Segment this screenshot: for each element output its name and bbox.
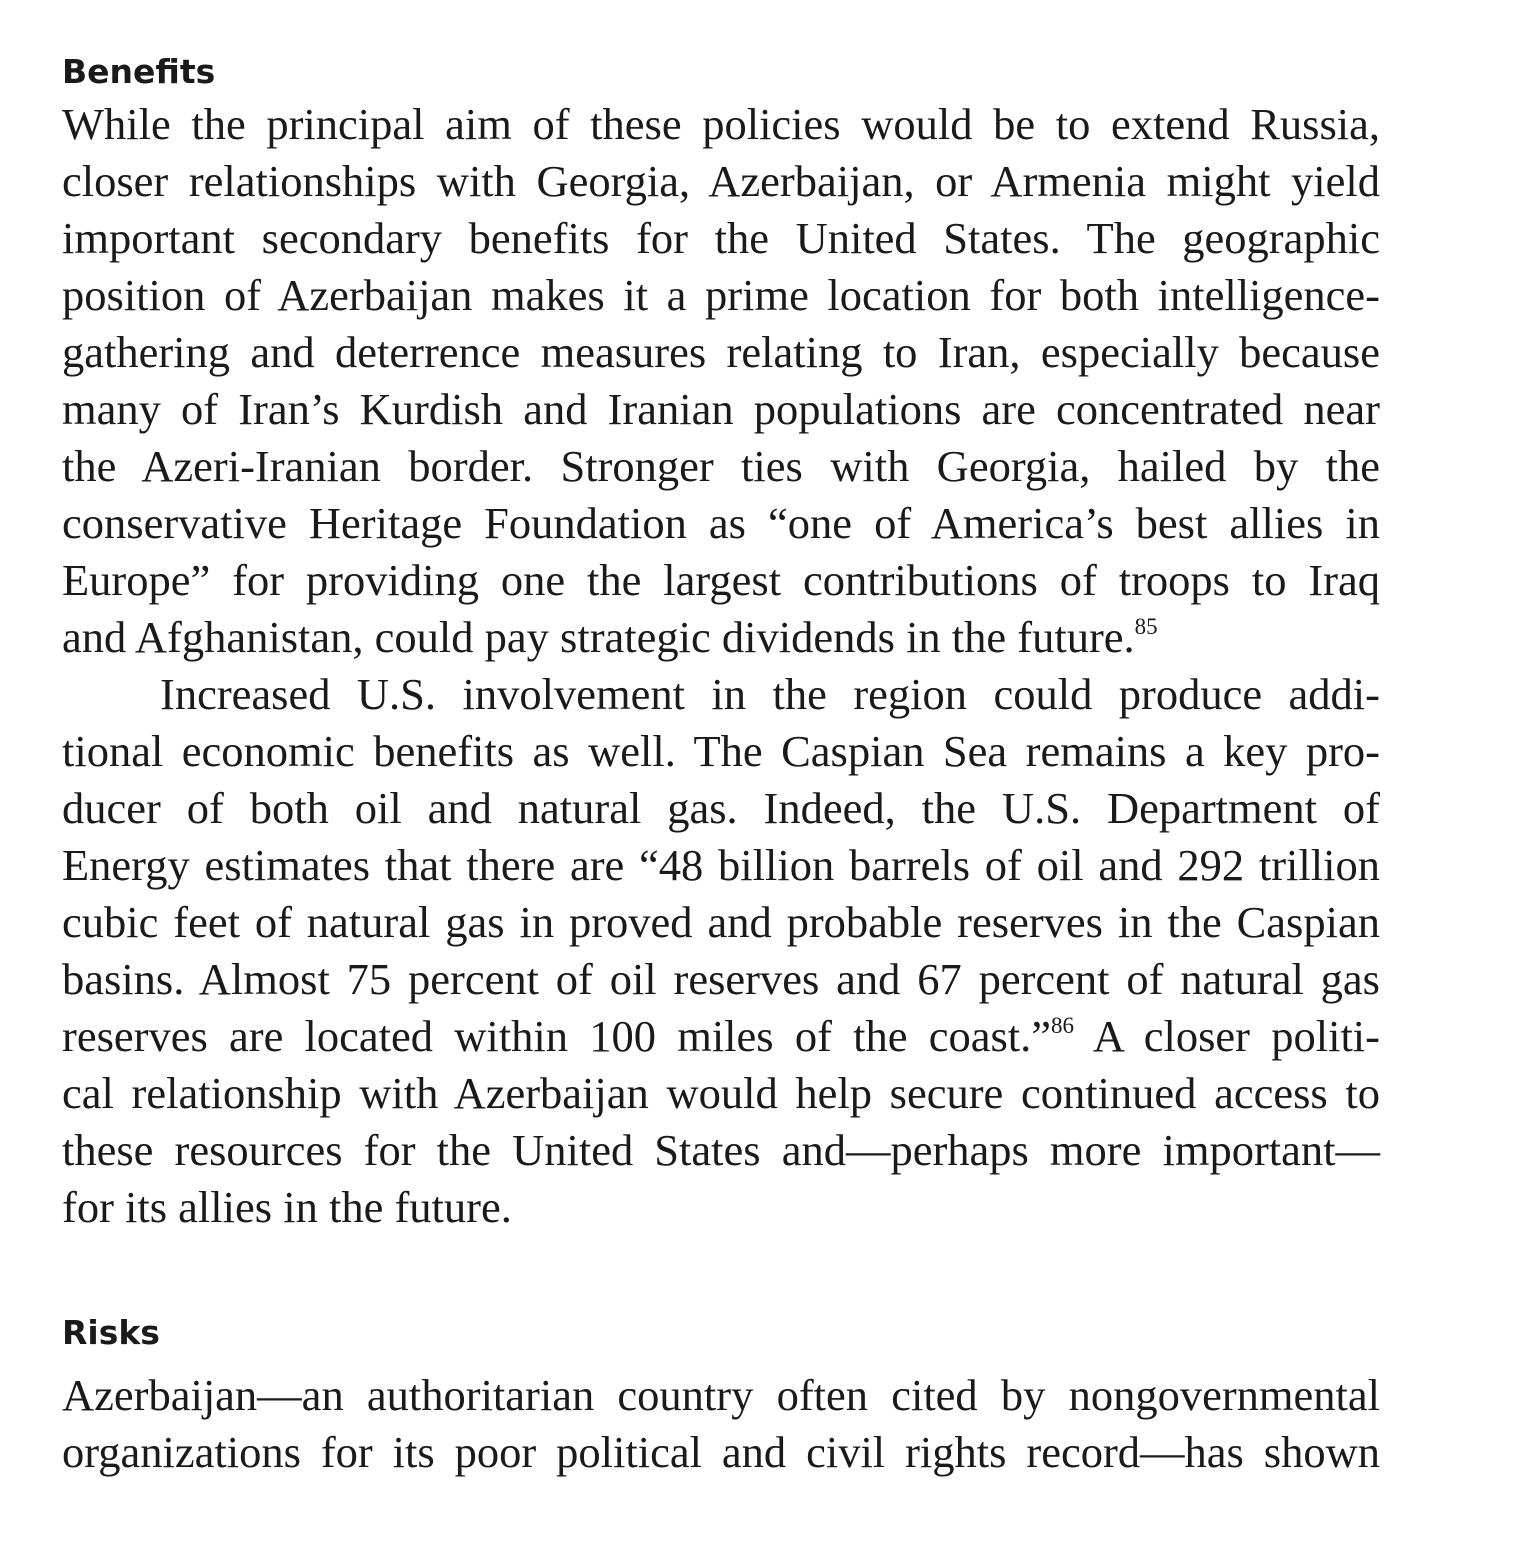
text-line: ducer of both oil and natural gas. Indeed, the U.S. Department of xyxy=(62,783,1380,833)
text-line: basins. Almost 75 percent of oil reserves and 67 percent of natural gas xyxy=(62,954,1380,1004)
text-line: organizations for its poor political and civil rights record—has shown xyxy=(62,1427,1380,1477)
text-line-with-footnote xyxy=(62,1008,1380,1065)
text-line: gathering and deterrence measures relating to Iran, especially because xyxy=(62,327,1380,377)
text-line: important secondary benefits for the United States. The geographic xyxy=(62,213,1380,263)
text-fragment: reserves are located within 100 miles of the coast.” xyxy=(62,1011,1052,1061)
benefits-paragraph-2 xyxy=(62,666,1380,1236)
text-line: Europe” for providing one the largest contributions of troops to Iraq xyxy=(62,555,1380,605)
text-line-last xyxy=(62,609,1380,666)
benefits-paragraph-1 xyxy=(62,96,1380,666)
text-line: While the principal aim of these policies would be to extend Russia, xyxy=(62,99,1380,149)
text-fragment: A closer politi- xyxy=(1074,1011,1380,1061)
text-line-indented: Increased U.S. involvement in the region could produce addi- xyxy=(160,669,1380,719)
text-line: these resources for the United States and—perhaps more important— xyxy=(62,1125,1380,1175)
text-line: Azerbaijan—an authoritarian country often cited by nongovernmental xyxy=(62,1370,1380,1420)
text-line: position of Azerbaijan makes it a prime location for both intelligence- xyxy=(62,270,1380,320)
text-line: cal relationship with Azerbaijan would help secure continued access to xyxy=(62,1068,1380,1118)
risks-heading: Risks xyxy=(62,1313,160,1352)
text-line-last: for its allies in the future. xyxy=(62,1182,512,1232)
risks-paragraph xyxy=(62,1367,1380,1481)
text-line: conservative Heritage Foundation as “one of America’s best allies in xyxy=(62,498,1380,548)
footnote-ref-85: 85 xyxy=(1134,614,1158,639)
footnote-ref-86: 86 xyxy=(1051,1013,1075,1038)
benefits-heading: Benefits xyxy=(62,52,216,91)
document-page xyxy=(62,48,1380,1481)
text-line: closer relationships with Georgia, Azerbaijan, or Armenia might yield xyxy=(62,156,1380,206)
text-fragment: and Afghanistan, could pay strategic dividends in the future. xyxy=(62,612,1135,662)
text-line: cubic feet of natural gas in proved and probable reserves in the Caspian xyxy=(62,897,1380,947)
text-line: tional economic benefits as well. The Caspian Sea remains a key pro- xyxy=(62,726,1380,776)
text-line: the Azeri-Iranian border. Stronger ties with Georgia, hailed by the xyxy=(62,441,1380,491)
text-line: Energy estimates that there are “48 billion barrels of oil and 292 trillion xyxy=(62,840,1380,890)
text-line: many of Iran’s Kurdish and Iranian populations are concentrated near xyxy=(62,384,1380,434)
